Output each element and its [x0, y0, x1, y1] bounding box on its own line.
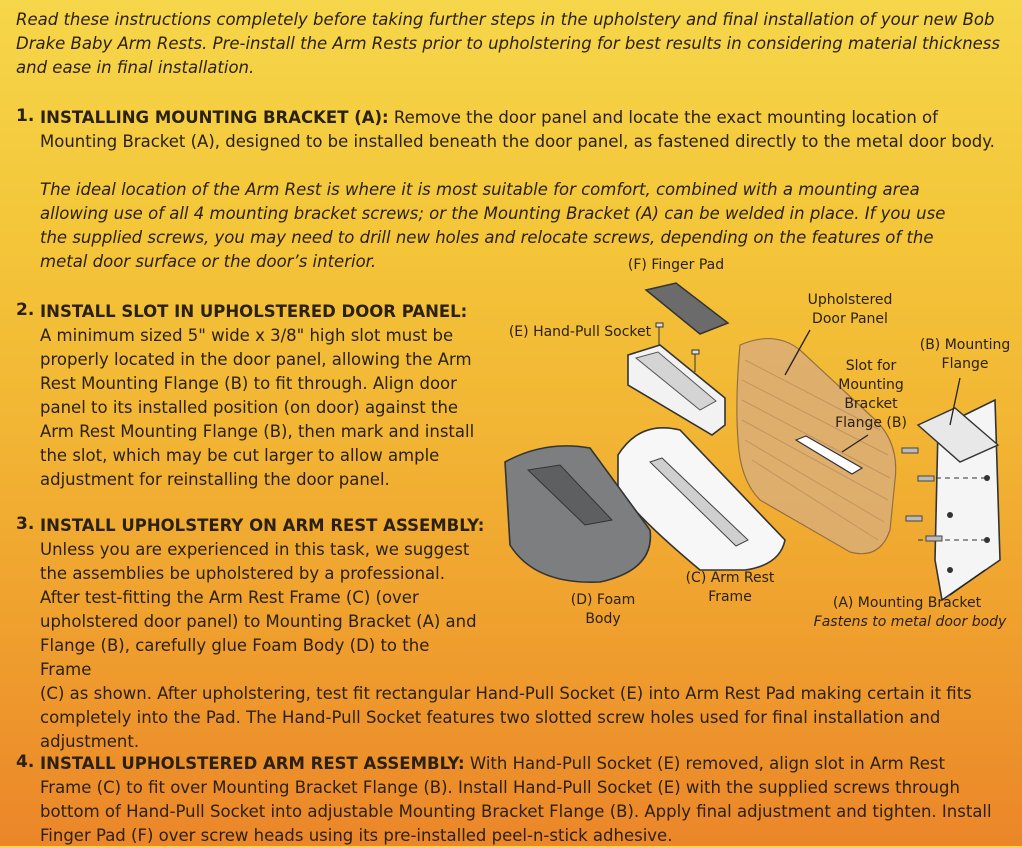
step-3-title: INSTALL UPHOLSTERY ON ARM REST ASSEMBLY:: [40, 516, 485, 535]
hand-pull-socket-part: [628, 345, 725, 435]
label-upholstered-panel-2: Door Panel: [812, 311, 888, 327]
step-4-title: INSTALL UPHOLSTERED ARM REST ASSEMBLY:: [40, 754, 465, 773]
step-2-title: INSTALL SLOT IN UPHOLSTERED DOOR PANEL:: [40, 302, 468, 321]
label-foam-body-1: (D) Foam: [570, 592, 636, 608]
label-foam-body-2: Body: [585, 611, 621, 627]
label-slot-2: Mounting: [838, 377, 904, 393]
step-1-number: 1.: [16, 106, 35, 126]
step-1-title: INSTALLING MOUNTING BRACKET (A):: [40, 108, 389, 127]
label-mounting-flange-2: Flange: [941, 356, 989, 372]
step-4-number: 4.: [16, 752, 35, 772]
step-1-text: Remove the door panel and locate the exact mounting location of Mounting Bracket (A), designed to be installed beneath the door panel, as fastened directly to the metal door body.: [40, 108, 995, 151]
label-hand-pull-socket: (E) Hand-Pull Socket: [508, 324, 652, 340]
label-upholstered-panel-1: Upholstered: [807, 292, 893, 308]
label-slot-4: Flange (B): [835, 415, 907, 431]
label-mounting-bracket: (A) Mounting Bracket: [832, 595, 982, 611]
step-2-number: 2.: [16, 300, 35, 320]
label-slot-1: Slot for: [845, 358, 897, 374]
label-arm-rest-frame-1: (C) Arm Rest: [685, 570, 775, 586]
label-mounting-flange-1: (B) Mounting: [919, 337, 1011, 353]
step-2-text: A minimum sized 5" wide x 3/8" high slot must be properly located in the door panel, allowing the Arm Rest Mounting Flange (B) to fit through. Align door panel to its installed position (on door) against the Arm Rest Mounting Flange (B), then mark and install the slot, which may be cut larger to allow ample adjustment for reinstalling the door panel.: [40, 326, 475, 489]
intro-text: Read these instructions completely before taking further steps in the upholstery and final installation of your new Bob Drake Baby Arm Rests. Pre-install the Arm Rests prior to upholstering for best results in considering material thickness and ease in final installation.: [16, 10, 1000, 77]
label-fastens-to-door: Fastens to metal door body: [813, 614, 1007, 630]
step-4-text: With Hand-Pull Socket (E) removed, align slot in Arm Rest Frame (C) to fit over Mounting Bracket Flange (B). Install Hand-Pull Socket (E) with the supplied screws through bottom of Hand-Pull Socket into adjustable Mounting Bracket Flange (B). Apply final adjustment and tighten. Install Finger Pad (F) over screw heads using its pre-installed peel-n-stick adhesive.: [40, 754, 992, 845]
mounting-bracket-part: [918, 400, 1000, 600]
label-arm-rest-frame-2: Frame: [708, 589, 752, 605]
step-1-italic-note: The ideal location of the Arm Rest is where it is most suitable for comfort, combined with a mounting area allowing use of all 4 mounting bracket screws; or the Mounting Bracket (A) can be welded in place. If you use the supplied screws, you may need to drill new holes and relocate screws, depending on the features of the metal door surface or the door’s interior.: [40, 180, 946, 271]
step-3-text-b: (C) as shown. After upholstering, test fit rectangular Hand-Pull Socket (E) into Arm Rest Pad making certain it fits completely into the Pad. The Hand-Pull Socket features two slotted screw holes used for final installation and adjustment.: [40, 684, 972, 751]
step-3-number: 3.: [16, 514, 35, 534]
label-finger-pad: (F) Finger Pad: [627, 257, 725, 273]
step-3-text-a: Unless you are experienced in this task, we suggest the assemblies be upholstered by a professional. After test-fitting the Arm Rest Frame (C) (over upholstered door panel) to Mounting Bracket (A) and Flange (B), carefully glue Foam Body (D) to the Frame: [40, 540, 477, 679]
label-slot-3: Bracket: [844, 396, 898, 412]
